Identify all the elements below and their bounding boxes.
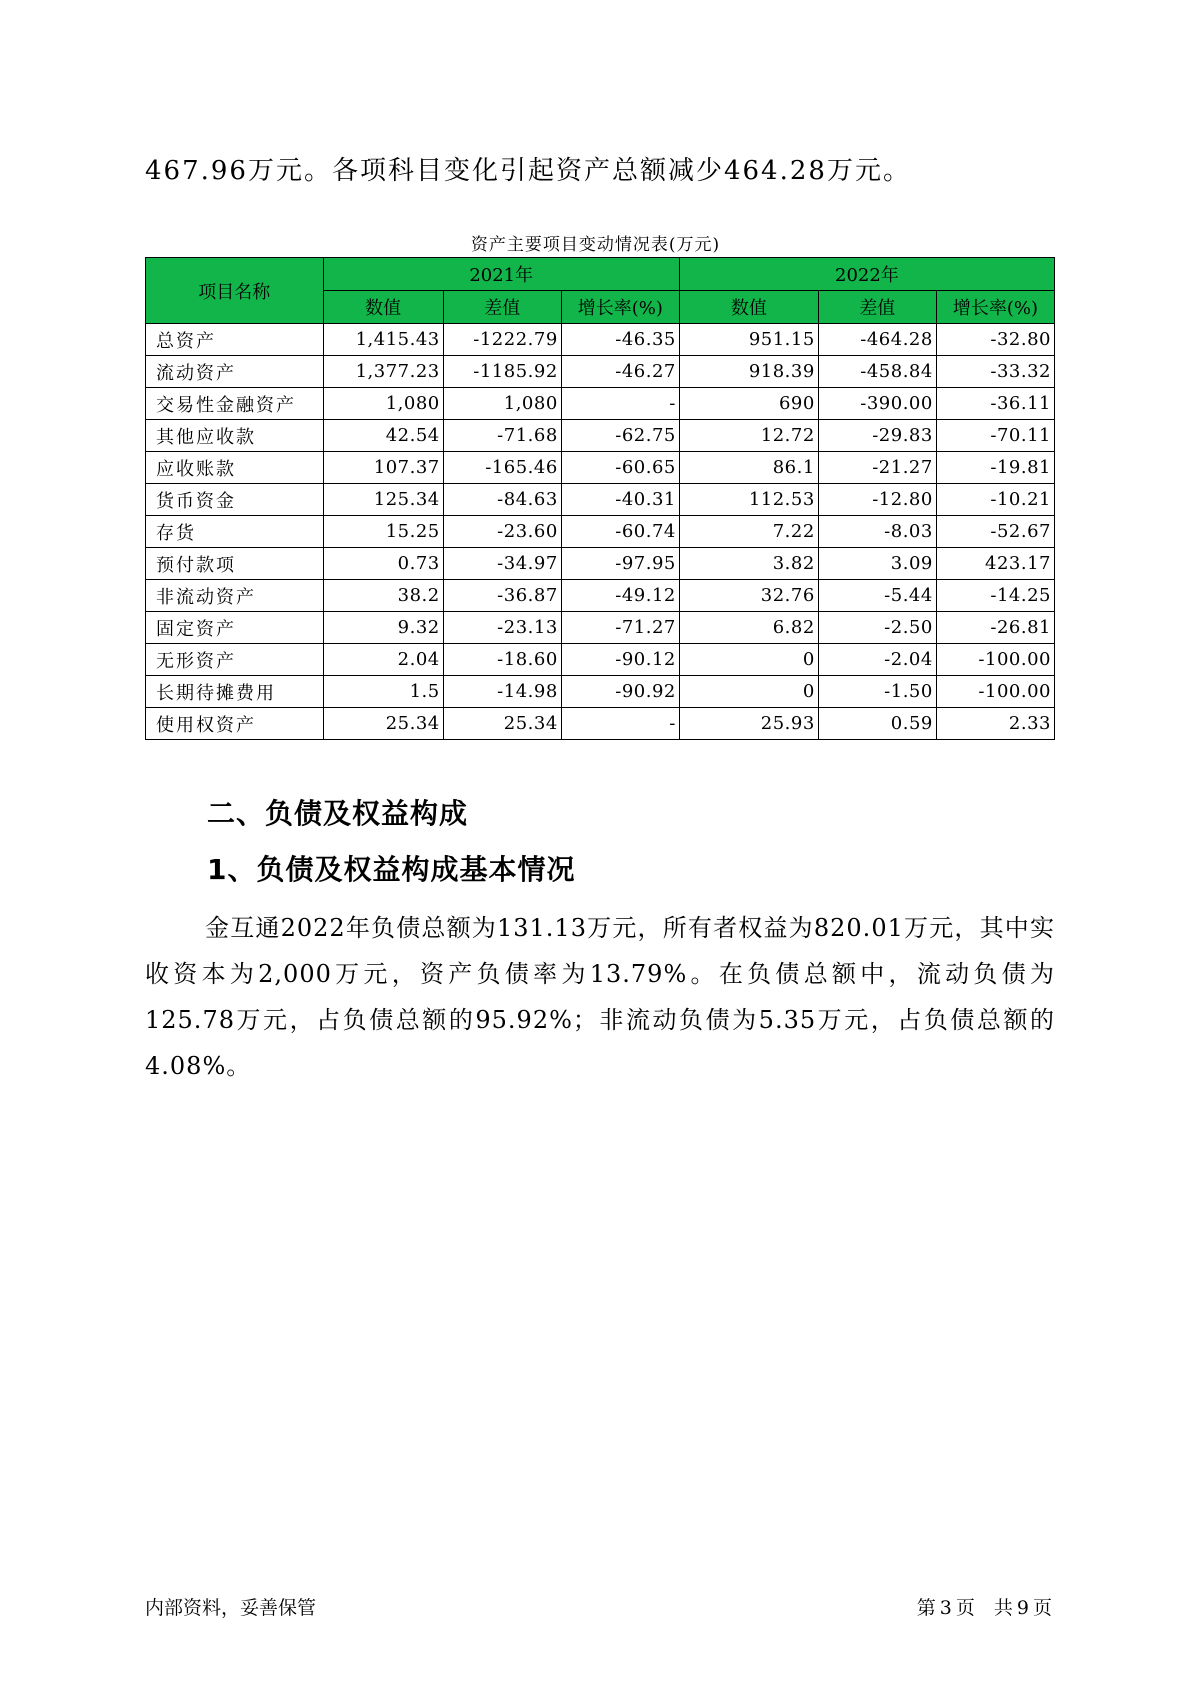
table-cell: 25.34 [323,708,443,740]
table-cell: 3.82 [679,548,818,580]
table-cell: -390.00 [818,388,936,420]
table-body [146,324,1055,740]
header-item-name: 项目名称 [146,258,324,324]
table-cell: -46.35 [561,324,679,356]
page-suffix: 页 [1032,1597,1052,1619]
table-row [146,612,1055,644]
table-cell: -5.44 [818,580,936,612]
row-label: 存货 [146,516,324,548]
header-year-2022: 2022年 [679,258,1054,291]
table-cell: 6.82 [679,612,818,644]
table-cell: 12.72 [679,420,818,452]
header-year-2021: 2021年 [323,258,679,291]
table-cell: -1.50 [818,676,936,708]
table-cell: -34.97 [443,548,561,580]
table-cell: -40.31 [561,484,679,516]
row-label: 使用权资产 [146,708,324,740]
top-paragraph: 467.96万元。各项科目变化引起资产总额减少464.28万元。 [145,156,911,186]
table-cell: 25.34 [443,708,561,740]
table-cell: -18.60 [443,644,561,676]
table-cell: 2.04 [323,644,443,676]
table-cell: 86.1 [679,452,818,484]
table-cell: -84.63 [443,484,561,516]
table-cell: -12.80 [818,484,936,516]
page-mid: 页 共 [955,1597,1013,1619]
table-row [146,644,1055,676]
table-cell: 9.32 [323,612,443,644]
table-cell: - [561,388,679,420]
table-cell: 0 [679,644,818,676]
table-cell: 42.54 [323,420,443,452]
row-label: 应收账款 [146,452,324,484]
table-cell: 0.73 [323,548,443,580]
table-cell: 32.76 [679,580,818,612]
table-cell: -32.80 [936,324,1054,356]
table-cell: -2.50 [818,612,936,644]
table-cell: 423.17 [936,548,1054,580]
table-cell: -100.00 [936,676,1054,708]
table-cell: -8.03 [818,516,936,548]
header-diff-2021: 差值 [443,291,561,324]
table-cell: - [561,708,679,740]
row-label: 交易性金融资产 [146,388,324,420]
header-growth-2022: 增长率(%) [936,291,1054,324]
table-cell: 1,415.43 [323,324,443,356]
table-row [146,708,1055,740]
table-cell: 3.09 [818,548,936,580]
table-row [146,516,1055,548]
table-cell: -33.32 [936,356,1054,388]
row-label: 非流动资产 [146,580,324,612]
table-cell: 125.34 [323,484,443,516]
table-cell: 15.25 [323,516,443,548]
table-header-row-years [146,258,1055,291]
table-cell: -23.13 [443,612,561,644]
table-row [146,484,1055,516]
table-cell: 38.2 [323,580,443,612]
table-row [146,548,1055,580]
table-cell: 0 [679,676,818,708]
body-paragraph: 金互通2022年负债总额为131.13万元，所有者权益为820.01万元，其中实收资本为2,000万元，资产负债率为13.79%。在负债总额中，流动负债为125.78万元，占负债总额的95.92%；非流动负债为5.35万元，占负债总额的4.08%。 [145,914,1055,1080]
page-prefix: 第 [916,1597,936,1619]
table-cell: 107.37 [323,452,443,484]
header-value-2021: 数值 [323,291,443,324]
row-label: 固定资产 [146,612,324,644]
row-label: 其他应收款 [146,420,324,452]
table-cell: -71.27 [561,612,679,644]
table-cell: -62.75 [561,420,679,452]
table-cell: 0.59 [818,708,936,740]
table-cell: -26.81 [936,612,1054,644]
row-label: 总资产 [146,324,324,356]
row-label: 流动资产 [146,356,324,388]
table-cell: 1,377.23 [323,356,443,388]
table-cell: -60.65 [561,452,679,484]
table-cell: 25.93 [679,708,818,740]
table-cell: 690 [679,388,818,420]
table-cell: 1,080 [443,388,561,420]
table-cell: -71.68 [443,420,561,452]
table-cell: -49.12 [561,580,679,612]
page-total: 9 [1016,1597,1029,1619]
table-row [146,676,1055,708]
footer-confidential-note: 内部资料，妥善保管 [145,1597,317,1619]
row-label: 长期待摊费用 [146,676,324,708]
table-cell: -52.67 [936,516,1054,548]
table-cell: 918.39 [679,356,818,388]
table-cell: -2.04 [818,644,936,676]
table-cell: -36.87 [443,580,561,612]
table-cell: 951.15 [679,324,818,356]
row-label: 无形资产 [146,644,324,676]
table-cell: -1185.92 [443,356,561,388]
header-growth-2021: 增长率(%) [561,291,679,324]
table-cell: 112.53 [679,484,818,516]
table-row [146,388,1055,420]
table-cell: -14.98 [443,676,561,708]
row-label: 货币资金 [146,484,324,516]
table-caption: 资产主要项目变动情况表(万元) [470,235,721,255]
table-row [146,420,1055,452]
page-current: 3 [939,1597,952,1619]
table-cell: -29.83 [818,420,936,452]
table-cell: -90.12 [561,644,679,676]
table-cell: -97.95 [561,548,679,580]
table-cell: -19.81 [936,452,1054,484]
table-cell: -1222.79 [443,324,561,356]
table-cell: -46.27 [561,356,679,388]
table-cell: -14.25 [936,580,1054,612]
row-label: 预付款项 [146,548,324,580]
table-cell: 7.22 [679,516,818,548]
table-row [146,324,1055,356]
footer-page-number [915,1593,1054,1620]
table-cell: -60.74 [561,516,679,548]
table-cell: -36.11 [936,388,1054,420]
subsection-heading: 1、负债及权益构成基本情况 [207,853,576,886]
header-diff-2022: 差值 [818,291,936,324]
table-cell: -100.00 [936,644,1054,676]
table-cell: -458.84 [818,356,936,388]
table-row [146,580,1055,612]
table-row [146,356,1055,388]
section-heading: 二、负债及权益构成 [207,797,469,830]
table-cell: 2.33 [936,708,1054,740]
table-cell: -464.28 [818,324,936,356]
table-cell: -21.27 [818,452,936,484]
table-cell: -70.11 [936,420,1054,452]
table-row [146,452,1055,484]
table-cell: -23.60 [443,516,561,548]
header-value-2022: 数值 [679,291,818,324]
table-cell: -90.92 [561,676,679,708]
asset-change-table [145,257,1055,740]
table-cell: -10.21 [936,484,1054,516]
table-cell: 1,080 [323,388,443,420]
table-cell: 1.5 [323,676,443,708]
table-cell: -165.46 [443,452,561,484]
